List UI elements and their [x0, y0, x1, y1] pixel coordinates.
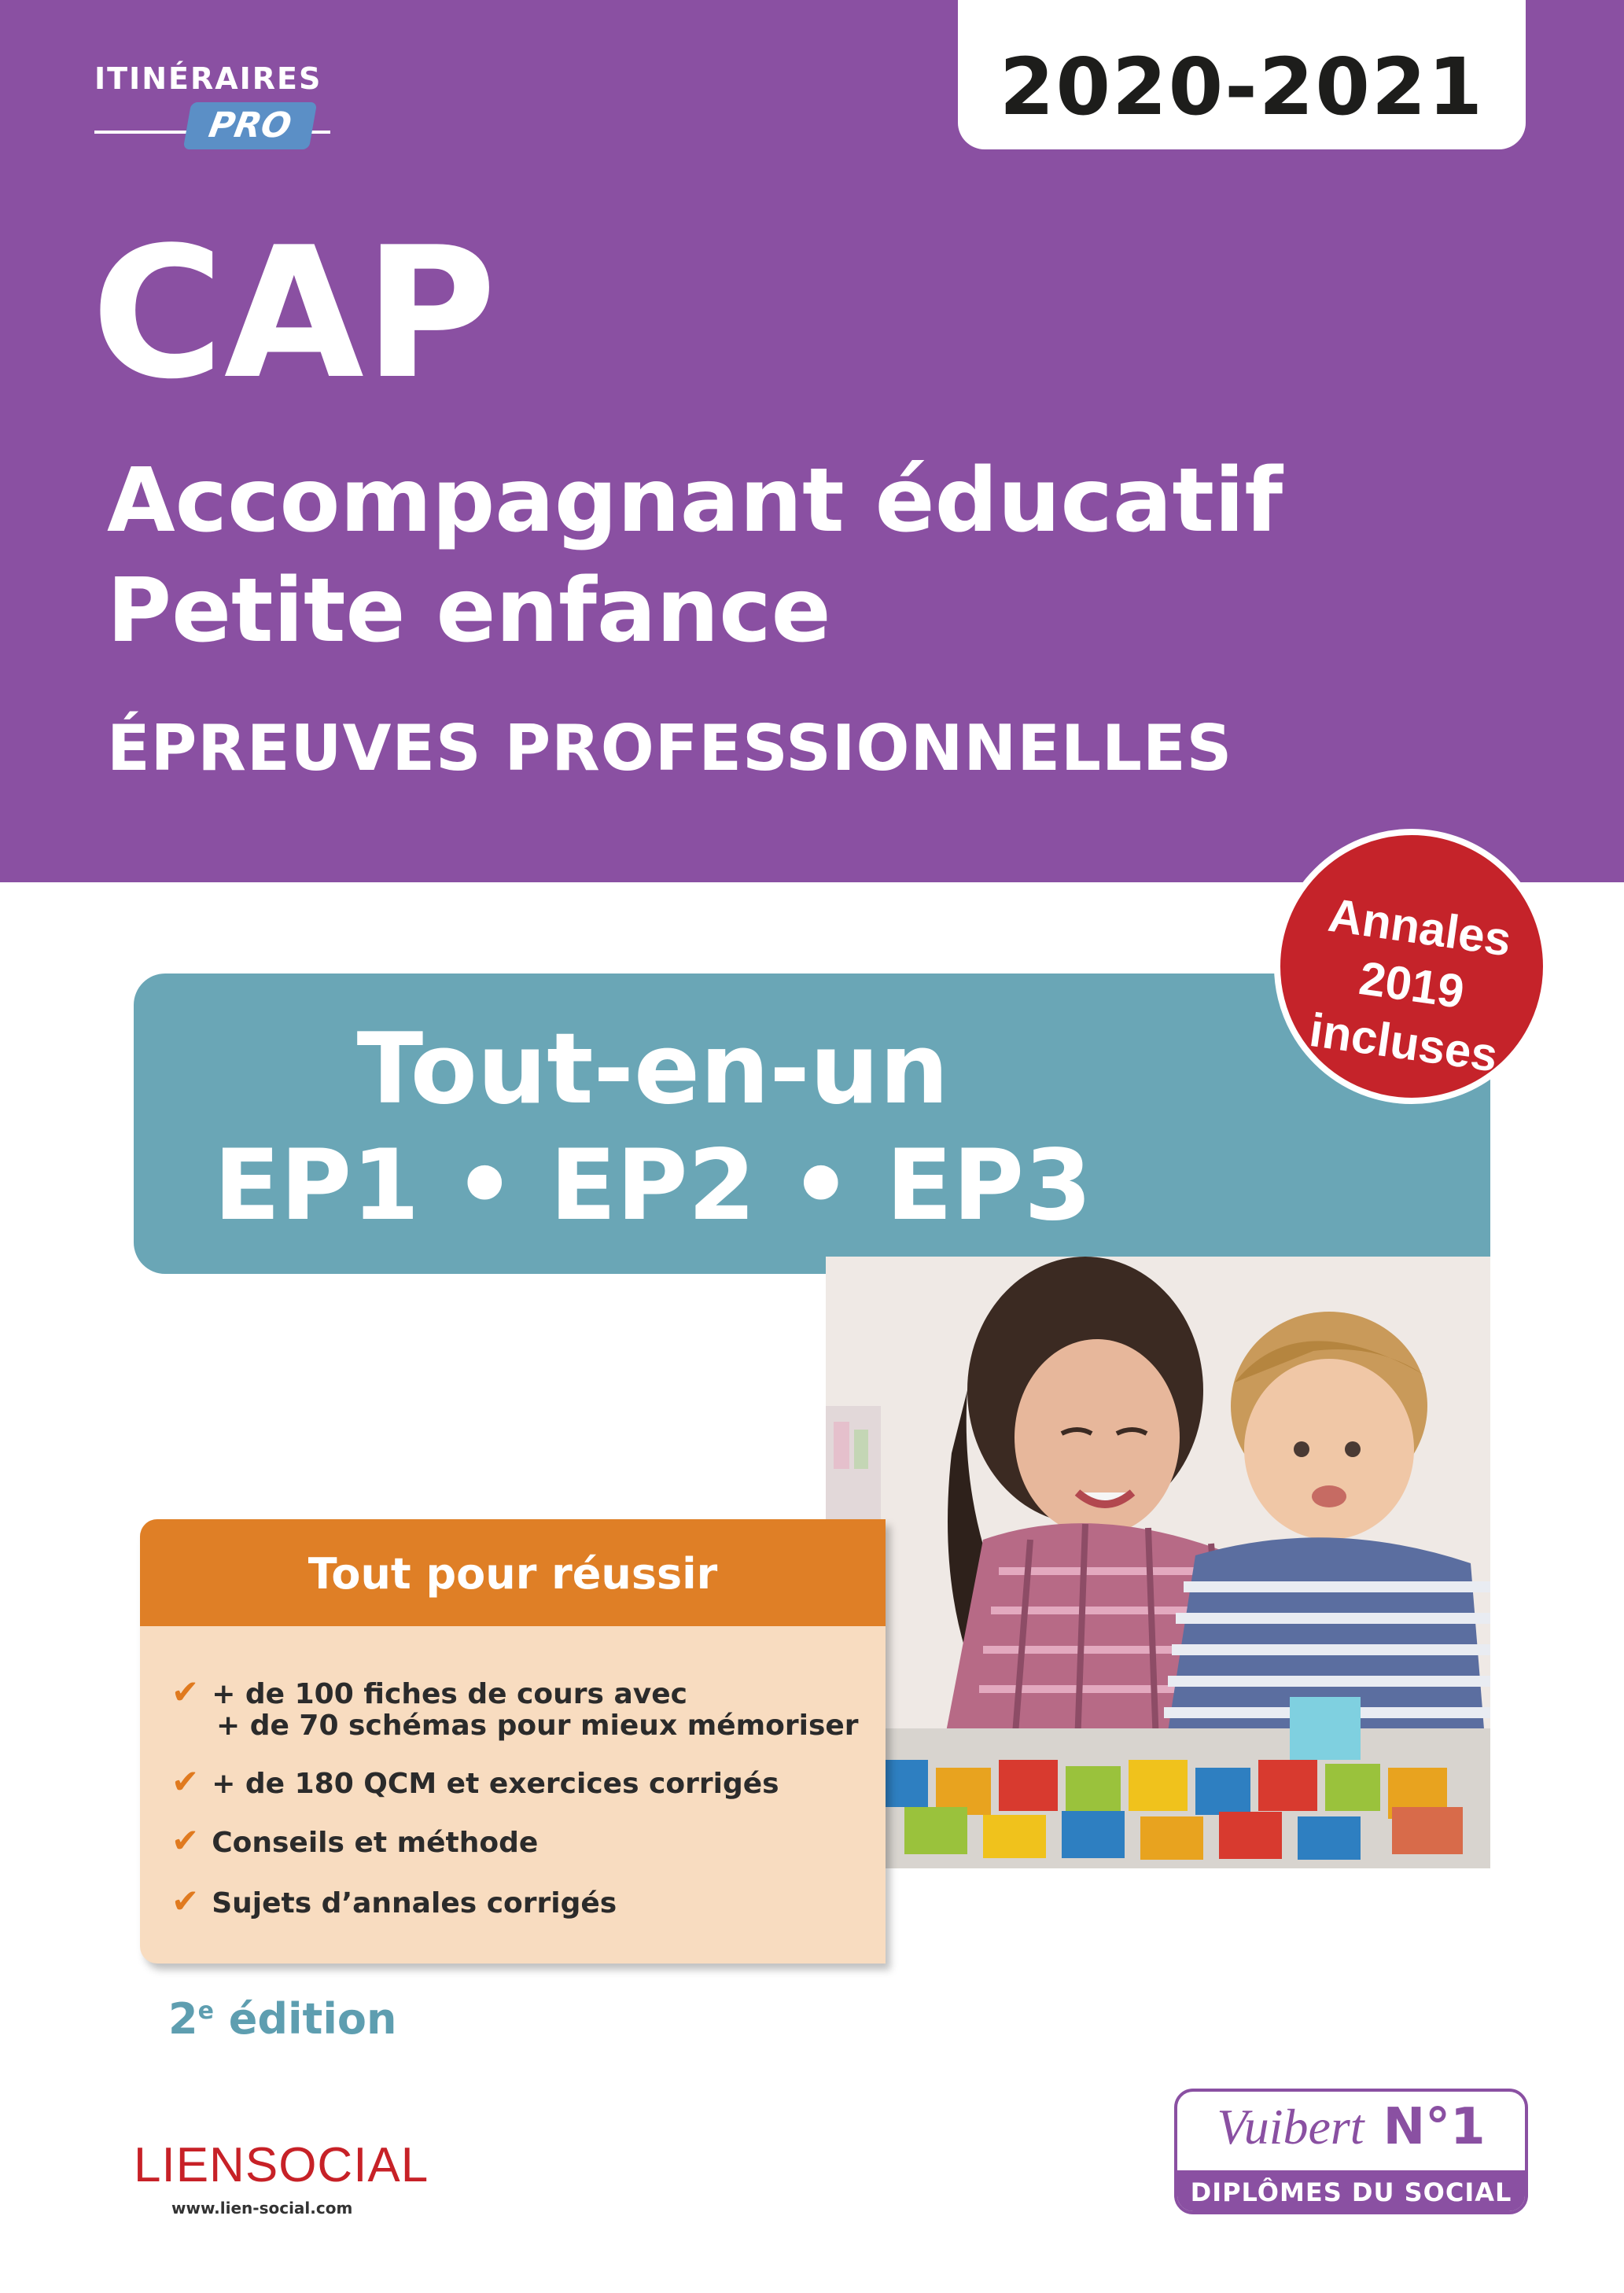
banner-line-2: EP1 • EP2 • EP3	[213, 1129, 1092, 1242]
title-cap: CAP	[91, 209, 497, 419]
vuibert-rank: N°1	[1383, 2098, 1486, 2156]
reussir-item-2	[171, 1763, 779, 1803]
reussir-item-2-text: + de 180 QCM et exercices corrigés	[212, 1768, 779, 1800]
lien-social-logo	[134, 2137, 429, 2224]
vuibert-tagline: DIPLÔMES DU SOCIAL	[1177, 2170, 1525, 2214]
vuibert-top-row	[1177, 2098, 1525, 2156]
lien-social-url: www.lien-social.com	[171, 2199, 353, 2218]
reussir-header	[140, 1519, 886, 1626]
check-icon: ✔	[171, 1821, 200, 1860]
reussir-item-4	[171, 1883, 617, 1923]
year-tab	[958, 0, 1526, 149]
edition-label	[168, 1994, 396, 2044]
annales-badge	[1274, 829, 1549, 1104]
photo-illustration	[826, 1257, 1490, 1868]
reussir-item-3-text: Conseils et méthode	[212, 1827, 539, 1859]
check-icon: ✔	[171, 1762, 200, 1801]
logo-itineraires-text: ITINÉRAIRES	[94, 61, 322, 96]
subtitle: ÉPREUVES PROFESSIONNELLES	[107, 712, 1233, 785]
vuibert-logo: Vuibert	[1217, 2099, 1364, 2155]
title-line-2: Petite enfance	[107, 560, 831, 662]
edition-suffix: e	[197, 1997, 214, 2025]
edition-number: 2	[168, 1994, 198, 2044]
reussir-item-3	[171, 1822, 538, 1862]
reussir-item-1-line-1: + de 100 fiches de cours avec	[212, 1678, 687, 1710]
lien-social-name: LIENSOCIAL	[134, 2138, 429, 2192]
reussir-item-4-text: Sujets d’annales corrigés	[212, 1887, 617, 1919]
banner-line-1: Tout-en-un	[356, 1013, 949, 1126]
vuibert-badge	[1174, 2089, 1528, 2214]
title-line-1: Accompagnant éducatif	[107, 450, 1283, 552]
reussir-item-1	[171, 1673, 687, 1713]
badge-line-1: Annales 2019	[1325, 888, 1515, 1018]
tout-pour-reussir-box	[140, 1519, 886, 1964]
check-icon: ✔	[171, 1882, 200, 1920]
badge-line-2: incluses	[1306, 1003, 1501, 1082]
logo-pro-text: PRO	[183, 102, 318, 149]
cover-photo	[826, 1257, 1490, 1868]
reussir-title: Tout pour réussir	[307, 1549, 718, 1599]
badge-text	[1269, 881, 1554, 1090]
edition-text: édition	[228, 1994, 397, 2044]
itineraires-pro-logo	[94, 61, 338, 156]
check-icon: ✔	[171, 1673, 200, 1711]
reussir-item-1-line-2: + de 70 schémas pour mieux mémoriser	[216, 1710, 859, 1742]
year-label: 2020-2021	[999, 41, 1485, 133]
